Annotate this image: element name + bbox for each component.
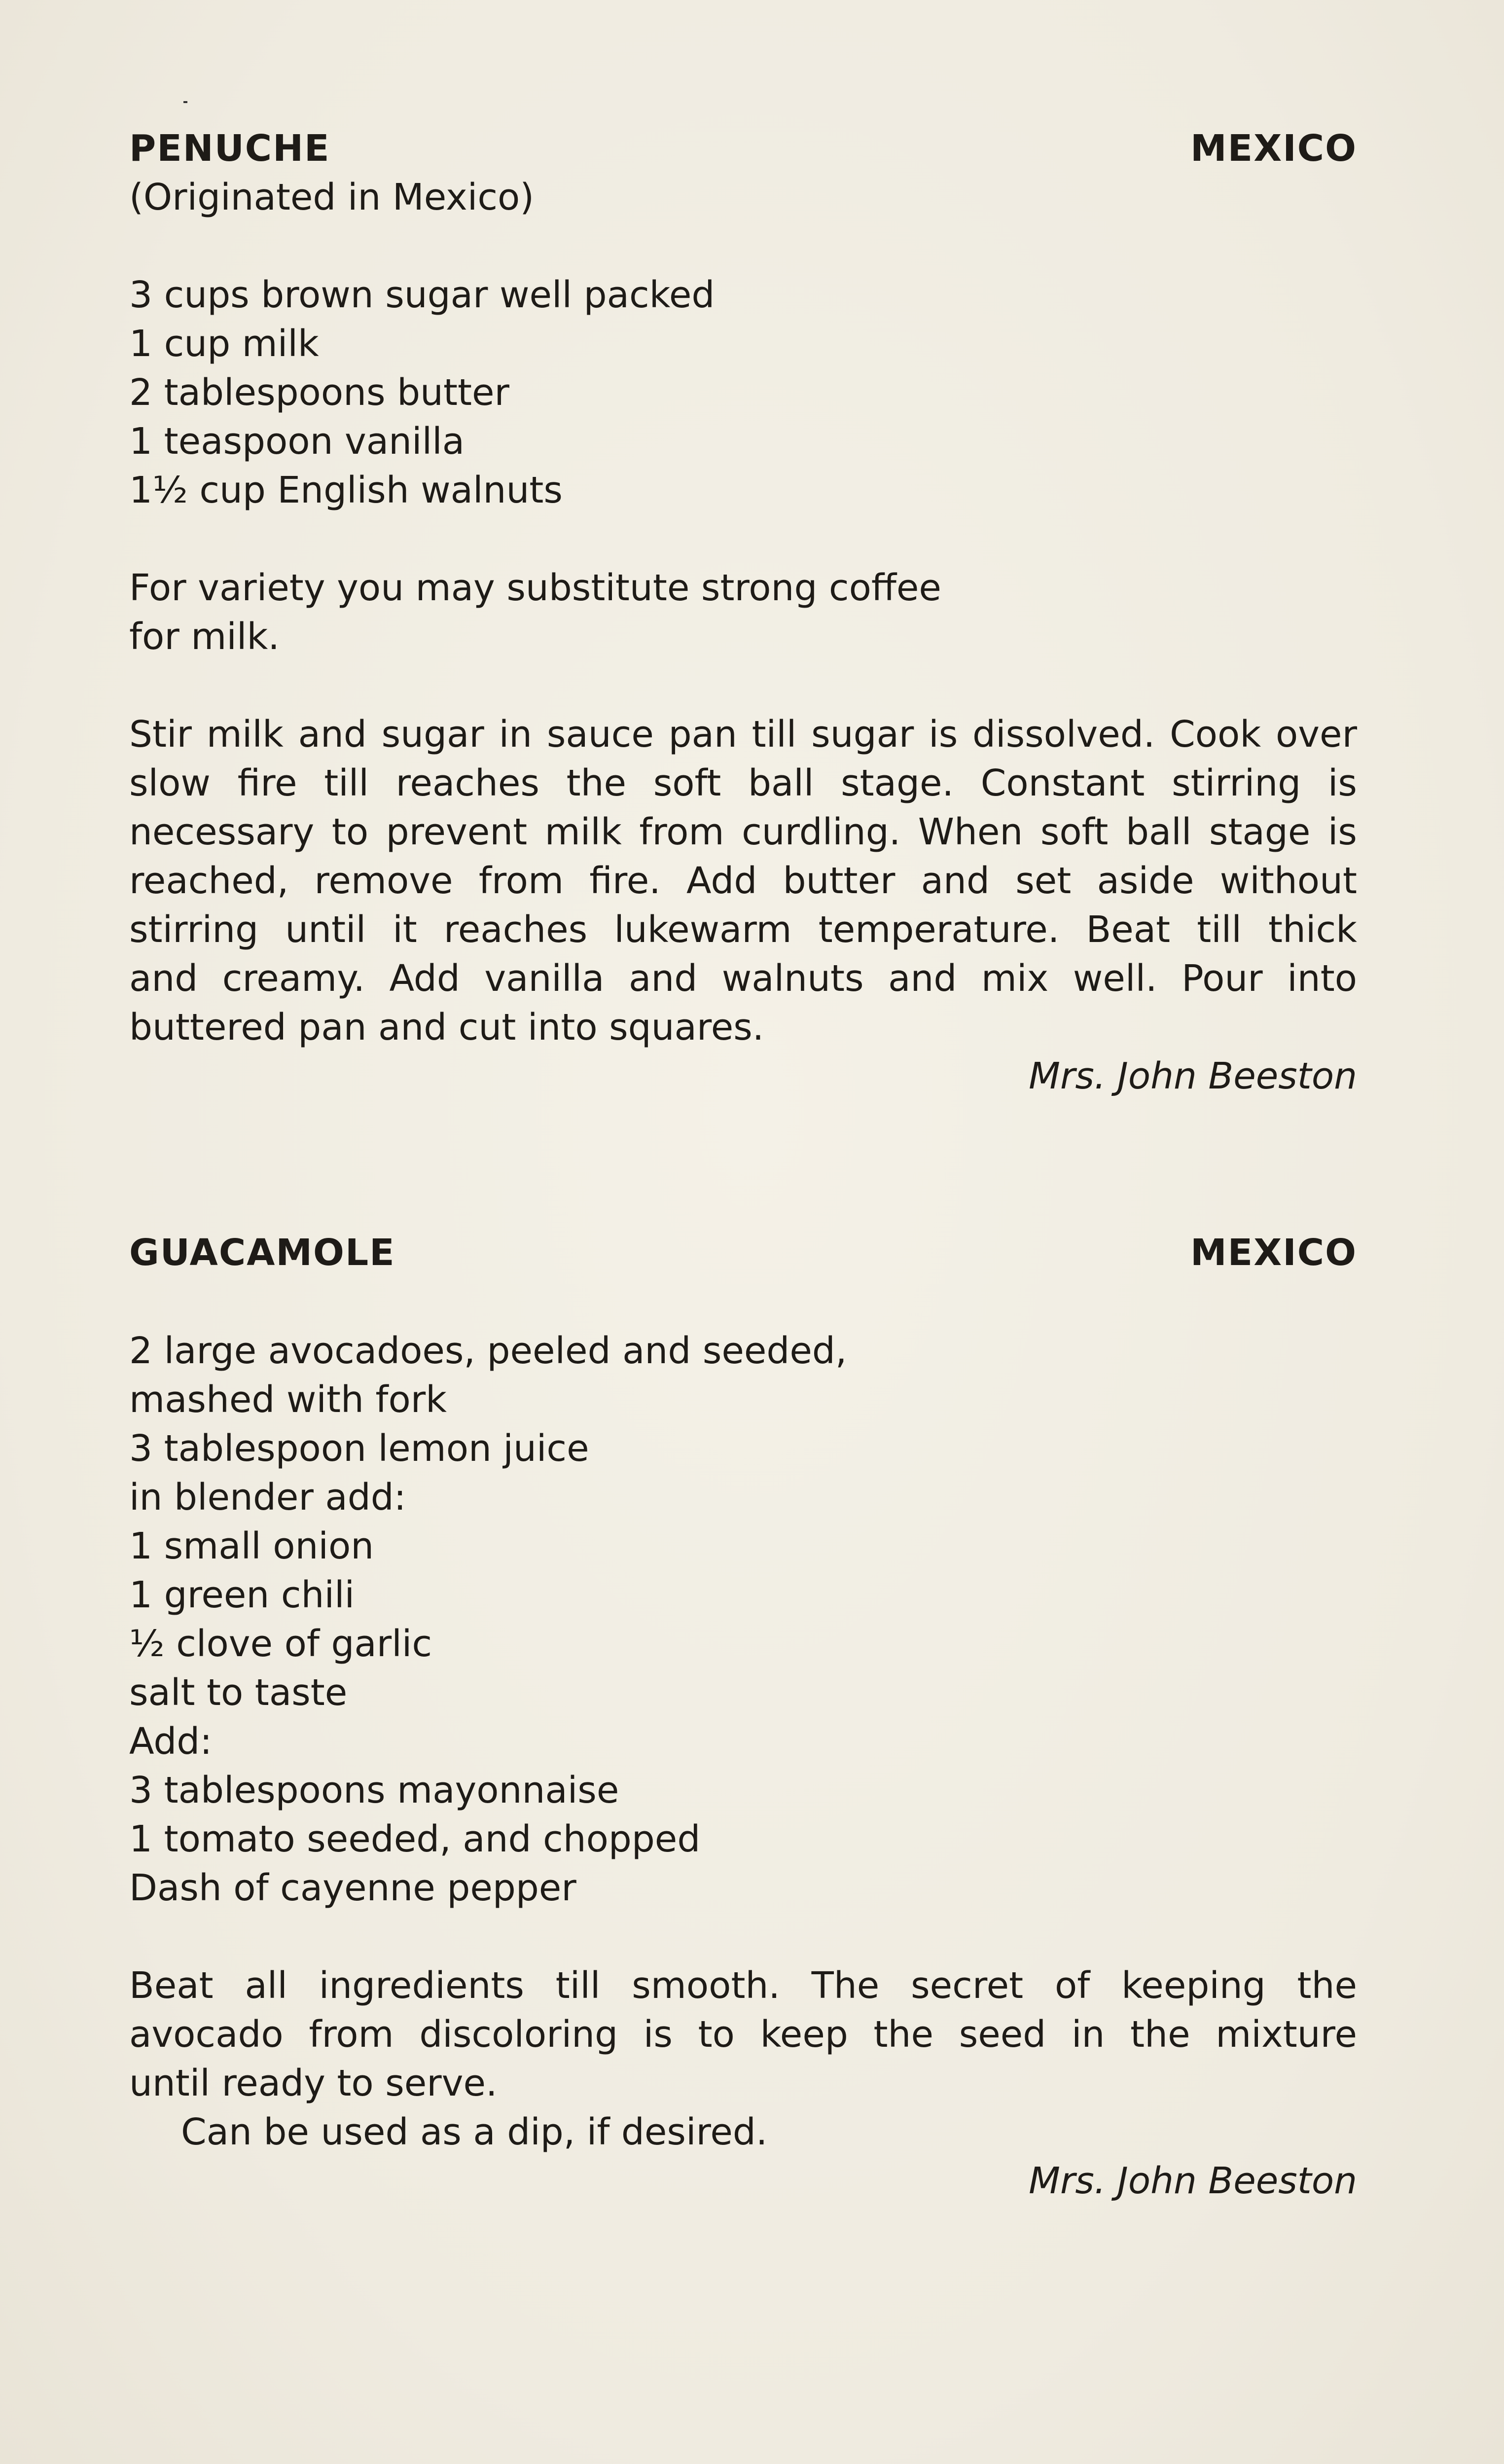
ingredient-line: 1 teaspoon vanilla <box>129 420 465 463</box>
ingredient-line: Add: <box>129 1720 213 1763</box>
recipe-signature: Mrs. John Beeston <box>1029 1055 1357 1097</box>
variety-note-line: For variety you may substitute strong coffee <box>129 567 941 609</box>
recipe-country: MEXICO <box>1190 127 1357 170</box>
recipe-origin: (Originated in Mexico) <box>129 176 535 218</box>
stray-ink-mark <box>183 101 187 103</box>
variety-note-line: for milk. <box>129 616 280 658</box>
ingredient-line: mashed with fork <box>129 1378 447 1421</box>
ingredient-line: salt to taste <box>129 1671 348 1714</box>
ingredient-line: 3 tablespoon lemon juice <box>129 1427 589 1470</box>
recipe-title: PENUCHE <box>129 127 330 170</box>
recipe-signature: Mrs. John Beeston <box>1029 2160 1357 2202</box>
extra-note: Can be used as a dip, if desired. <box>181 2111 768 2153</box>
ingredient-line: 2 large avocadoes, peeled and seeded, <box>129 1330 847 1372</box>
directions-line: Beat all ingredients till smooth. The secret of keeping the <box>129 1964 1357 2007</box>
ingredient-line: 1 green chili <box>129 1574 355 1616</box>
recipe-penuche <box>129 124 1357 1111</box>
ingredient-line: ½ clove of garlic <box>129 1623 432 1665</box>
ingredient-line: 3 tablespoons mayonnaise <box>129 1769 619 1812</box>
directions-line: necessary to prevent milk from curdling. When soft ball stage is <box>129 811 1357 853</box>
directions-line: reached, remove from fire. Add butter and set aside without <box>129 860 1357 902</box>
recipe-title: GUACAMOLE <box>129 1232 395 1274</box>
directions-line: until ready to serve. <box>129 2062 498 2104</box>
ingredient-line: 1 small onion <box>129 1525 374 1567</box>
ingredient-line: 1 tomato seeded, and chopped <box>129 1818 701 1860</box>
directions-line: stirring until it reaches lukewarm temperature. Beat till thick <box>129 908 1357 951</box>
ingredient-line: 3 cups brown sugar well packed <box>129 274 715 316</box>
directions-line: avocado from discoloring is to keep the seed in the mixture <box>129 2013 1357 2056</box>
directions-line: slow fire till reaches the soft ball stage. Constant stirring is <box>129 762 1357 804</box>
recipe-country: MEXICO <box>1190 1232 1357 1274</box>
recipe-guacamole <box>129 1229 1357 2215</box>
ingredient-line: 1 cup milk <box>129 323 319 365</box>
ingredient-line: 1½ cup English walnuts <box>129 469 563 511</box>
ingredient-line: in blender add: <box>129 1476 406 1519</box>
directions-line: buttered pan and cut into squares. <box>129 1006 764 1049</box>
ingredient-line: Dash of cayenne pepper <box>129 1867 576 1909</box>
directions-line: Stir milk and sugar in sauce pan till sugar is dissolved. Cook over <box>129 713 1357 756</box>
ingredient-line: 2 tablespoons butter <box>129 371 509 414</box>
directions-line: and creamy. Add vanilla and walnuts and mix well. Pour into <box>129 957 1357 1000</box>
